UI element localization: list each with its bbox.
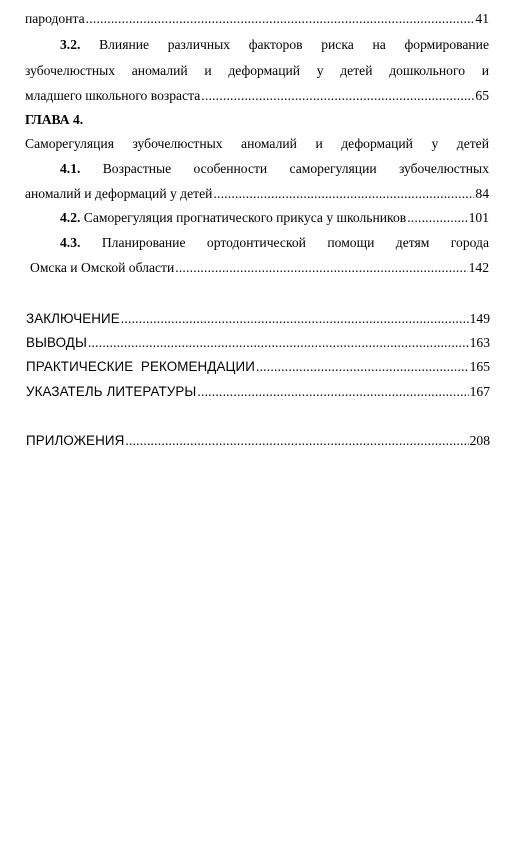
toc-leader-dots (86, 11, 475, 27)
toc-entry-text: ПРИЛОЖЕНИЯ (26, 433, 125, 448)
toc-page-number: 101 (468, 210, 489, 225)
toc-entry-4-2 (60, 210, 489, 226)
toc-entry-text: младшего школьного возраста (25, 88, 201, 103)
toc-entry-4-1-line1 (60, 161, 489, 177)
toc-entry-recommendations (26, 359, 490, 375)
toc-leader-dots (88, 335, 469, 351)
toc-entry-text: пародонта (25, 11, 85, 26)
chapter-heading (25, 112, 489, 128)
toc-entry-4-3-line1 (60, 235, 489, 251)
toc-page-number: 65 (475, 88, 489, 103)
toc-entry-text: ЗАКЛЮЧЕНИЕ (26, 311, 120, 326)
toc-leader-dots (175, 260, 467, 276)
toc-entry-3-2-line2: зубочелюстных аномалий и деформаций у детей дошкольного и (25, 63, 489, 78)
toc-leader-dots (125, 433, 468, 449)
toc-leader-dots (201, 88, 474, 104)
toc-entry-text: аномалий и деформаций у детей (25, 186, 213, 201)
toc-section-number: 4.1. (60, 161, 81, 176)
toc-entry-3-2-line3 (25, 88, 489, 104)
toc-entry-4-3-line2 (30, 260, 489, 276)
toc-entry-conclusions-list (26, 335, 490, 351)
toc-entry-text: Планирование ортодонтической помощи детям города (101, 235, 489, 250)
toc-section-number: 4.3. (60, 235, 81, 250)
toc-entry-text: Влияние различных факторов риска на формирование (99, 37, 489, 52)
toc-entry-3-2-line1 (60, 37, 489, 53)
chapter-4-heading: ГЛАВА 4. (25, 112, 84, 127)
toc-page-number: 149 (469, 311, 490, 326)
toc-entry-title: Саморегуляция прогнатического прикуса у школьников (83, 210, 407, 225)
toc-page-number: 84 (475, 186, 489, 201)
toc-entry-text: ВЫВОДЫ (26, 335, 87, 350)
toc-leader-dots (407, 210, 467, 226)
toc-section-number: 3.2. (60, 37, 81, 52)
toc-leader-dots (121, 311, 469, 327)
toc-entry-appendices (26, 433, 490, 449)
toc-page-number: 167 (469, 384, 490, 399)
chapter-4-title: Саморегуляция зубочелюстных аномалий и деформаций у детей (25, 136, 489, 151)
toc-page-number: 142 (468, 260, 489, 275)
toc-entry-text: Омска и Омской области (30, 260, 175, 275)
toc-page-number: 208 (469, 433, 490, 448)
toc-entry-text: Возрастные особенности саморегуляции зубочелюстных (102, 161, 489, 176)
toc-entry-text: УКАЗАТЕЛЬ ЛИТЕРАТУРЫ (26, 384, 197, 399)
toc-entry-text: ПРАКТИЧЕСКИЕ РЕКОМЕНДАЦИИ (26, 359, 255, 374)
toc-leader-dots (197, 384, 468, 400)
toc-entry-4-1-line2 (25, 186, 489, 202)
toc-entry-text (60, 210, 406, 226)
toc-section-number: 4.2. (60, 210, 81, 225)
toc-leader-dots (256, 359, 469, 375)
toc-leader-dots (213, 186, 474, 202)
toc-page-number: 165 (469, 359, 490, 374)
toc-page-number: 163 (469, 335, 490, 350)
toc-entry-parodonta (25, 11, 489, 27)
toc-entry-conclusion (26, 311, 490, 327)
toc-entry-references (26, 384, 490, 400)
toc-page-number: 41 (475, 11, 489, 26)
